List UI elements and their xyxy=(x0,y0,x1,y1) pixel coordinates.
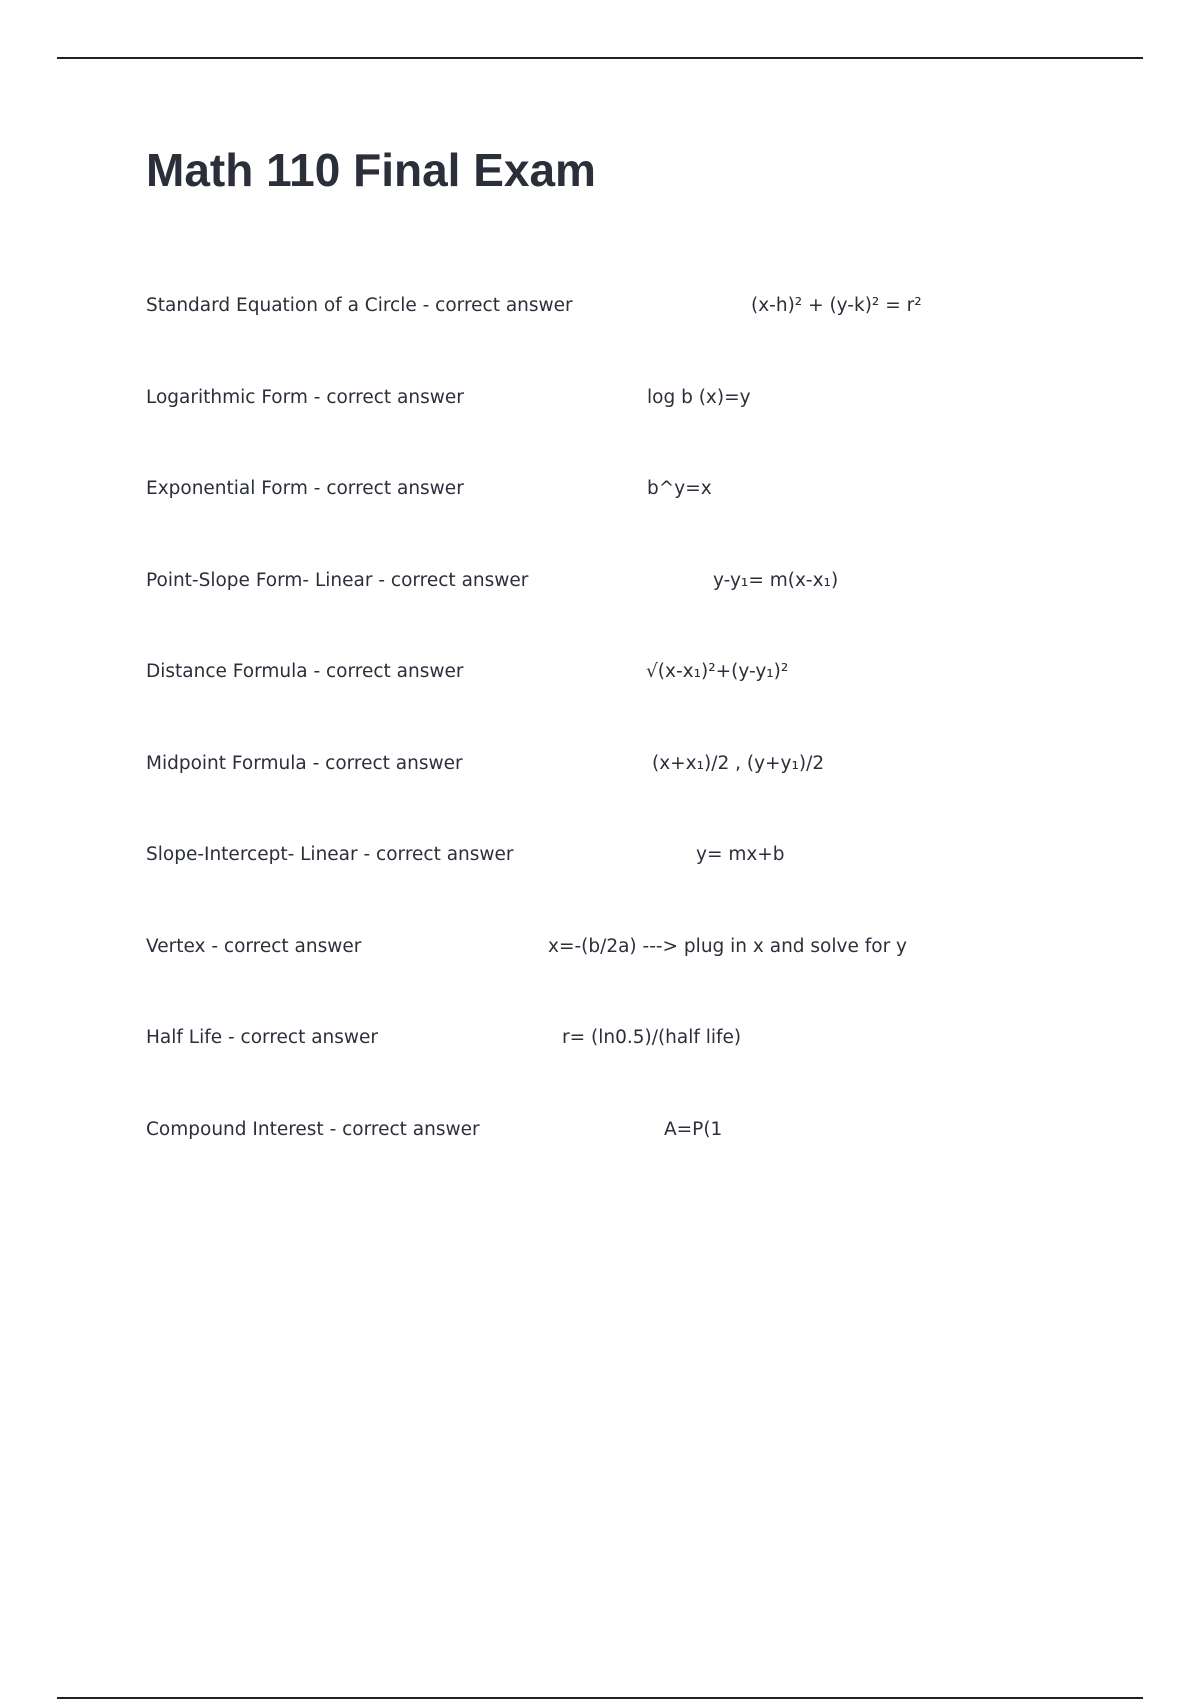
qa-item xyxy=(0,291,1200,321)
question-text: Logarithmic Form - correct answer xyxy=(146,387,464,408)
answer-text: (x+x₁)/2 , (y+y₁)/2 xyxy=(652,753,825,774)
qa-item xyxy=(0,566,1200,596)
qa-item xyxy=(0,1023,1200,1053)
bottom-rule xyxy=(57,1697,1143,1699)
qa-item xyxy=(0,657,1200,687)
answer-text: A=P(1 xyxy=(664,1119,723,1140)
answer-text: log b (x)=y xyxy=(647,387,751,408)
answer-text: x=-(b/2a) ---> plug in x and solve for y xyxy=(548,936,907,957)
qa-item xyxy=(0,383,1200,413)
question-text: Slope-Intercept- Linear - correct answer xyxy=(146,844,514,865)
qa-item xyxy=(0,474,1200,504)
page-title: Math 110 Final Exam xyxy=(146,144,596,196)
answer-text: y-y₁= m(x-x₁) xyxy=(713,570,839,591)
question-text: Midpoint Formula - correct answer xyxy=(146,753,463,774)
answer-text: r= (ln0.5)/(half life) xyxy=(562,1027,742,1048)
question-text: Distance Formula - correct answer xyxy=(146,661,464,682)
question-text: Compound Interest - correct answer xyxy=(146,1119,480,1140)
question-text: Standard Equation of a Circle - correct answer xyxy=(146,295,573,316)
question-text: Vertex - correct answer xyxy=(146,936,362,957)
answer-text: (x-h)² + (y-k)² = r² xyxy=(751,295,922,316)
question-text: Point-Slope Form- Linear - correct answer xyxy=(146,570,529,591)
question-text: Half Life - correct answer xyxy=(146,1027,379,1048)
answer-text: b^y=x xyxy=(647,478,712,499)
answer-text: y= mx+b xyxy=(696,844,785,865)
top-rule xyxy=(57,57,1143,59)
qa-item xyxy=(0,1115,1200,1145)
qa-item xyxy=(0,749,1200,779)
question-text: Exponential Form - correct answer xyxy=(146,478,464,499)
answer-text: √(x-x₁)²+(y-y₁)² xyxy=(646,661,789,682)
qa-item xyxy=(0,840,1200,870)
qa-item xyxy=(0,932,1200,962)
